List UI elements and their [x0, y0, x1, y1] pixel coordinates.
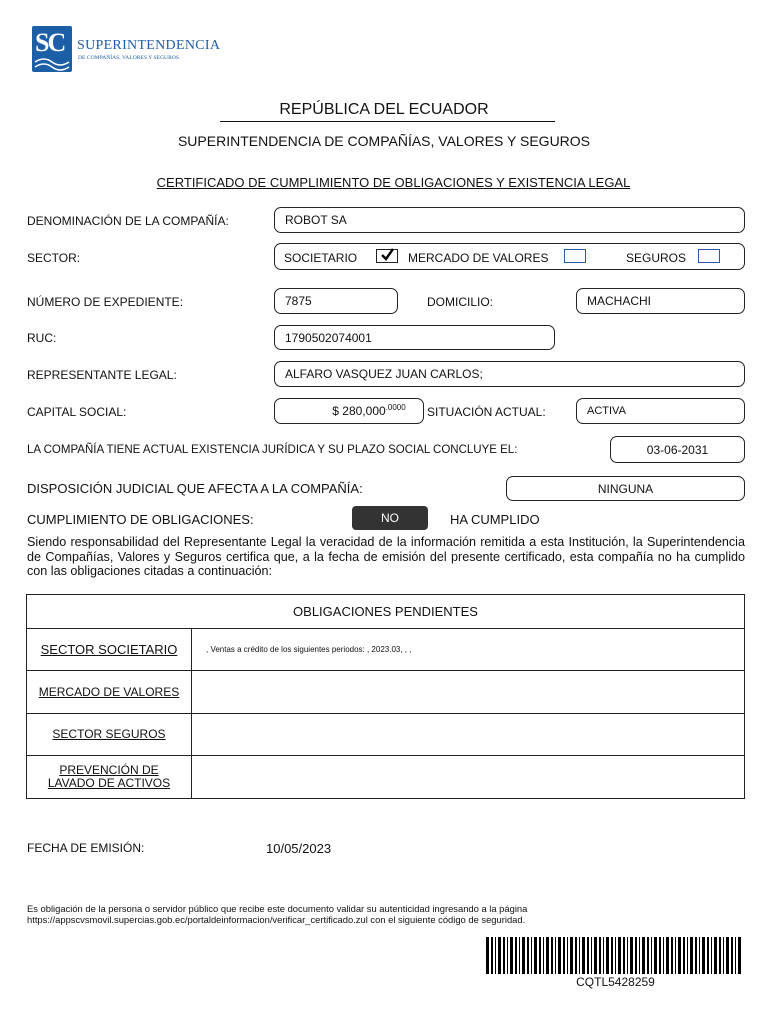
barcode-bar	[635, 937, 637, 974]
barcode-bar	[495, 937, 496, 974]
expediente-field: 7875	[274, 288, 398, 314]
capital-label: CAPITAL SOCIAL:	[27, 405, 127, 419]
sector-label: SECTOR:	[27, 251, 81, 265]
barcode-bar	[594, 937, 597, 974]
sector-mercado-label: MERCADO DE VALORES	[408, 251, 549, 265]
footer-note-line2: https://appscvsmovil.supercias.gob.ec/portaldeinformacion/verificar_certificado.zul con el siguiente código de seguridad.	[27, 914, 526, 925]
capital-field	[274, 398, 424, 424]
barcode-bar	[735, 937, 736, 974]
cumplimiento-suffix: HA CUMPLIDO	[450, 512, 540, 527]
capital-value: $ 280,000	[332, 404, 386, 418]
barcode	[486, 937, 745, 974]
table-row	[27, 671, 745, 714]
logo-initials: SC	[35, 28, 65, 57]
agency-title: SUPERINTENDENCIA DE COMPAÑÍAS, VALORES Y SEGUROS	[177, 133, 591, 149]
barcode-bar	[510, 937, 513, 974]
barcode-bar	[630, 937, 633, 974]
security-code: CQTL5428259	[576, 975, 655, 989]
barcode-bar	[486, 937, 489, 974]
obligaciones-table	[26, 594, 745, 799]
table-row	[27, 714, 745, 756]
sector-seguros-checkbox[interactable]	[698, 249, 720, 263]
barcode-bar	[519, 937, 520, 974]
disposicion-field: NINGUNA	[506, 476, 745, 501]
barcode-bar	[639, 937, 640, 974]
table-row	[27, 629, 745, 671]
barcode-bar	[582, 937, 585, 974]
barcode-bar	[683, 937, 685, 974]
barcode-bar	[738, 937, 741, 974]
barcode-bar	[551, 937, 553, 974]
barcode-bar	[731, 937, 733, 974]
sector-societario-label: SOCIETARIO	[284, 251, 358, 265]
barcode-bar	[651, 937, 652, 974]
barcode-bar	[627, 937, 628, 974]
barcode-bar	[671, 937, 673, 974]
company-field: ROBOT SA	[274, 207, 745, 233]
barcode-bar	[522, 937, 525, 974]
category-sector-seguros: SECTOR SEGUROS	[27, 714, 192, 756]
country-underline	[220, 121, 555, 122]
barcode-bar	[623, 937, 625, 974]
certificate-title: CERTIFICADO DE CUMPLIMIENTO DE OBLIGACIONES Y EXISTENCIA LEGAL	[156, 175, 631, 190]
barcode-bar	[543, 937, 544, 974]
barcode-bar	[678, 937, 681, 974]
detail-sector-societario: , Ventas a crédito de los siguientes periodos: , 2023.03, , ,	[192, 629, 745, 671]
barcode-bar	[659, 937, 661, 974]
barcode-bar	[575, 937, 577, 974]
barcode-bar	[534, 937, 537, 974]
representante-label: REPRESENTANTE LEGAL:	[27, 368, 177, 382]
barcode-bar	[563, 937, 565, 974]
barcode-bar	[702, 937, 705, 974]
barcode-bar	[723, 937, 724, 974]
logo-subtitle: DE COMPAÑÍAS, VALORES Y SEGUROS	[78, 55, 179, 61]
table-row	[27, 756, 745, 799]
barcode-bar	[714, 937, 717, 974]
barcode-bar	[699, 937, 700, 974]
barcode-bar	[491, 937, 493, 974]
category-sector-societario: SECTOR SOCIETARIO	[27, 629, 192, 671]
barcode-bar	[591, 937, 592, 974]
barcode-bar	[647, 937, 649, 974]
barcode-bar	[498, 937, 501, 974]
emision-label: FECHA DE EMISIÓN:	[27, 841, 145, 855]
sector-field	[274, 243, 745, 270]
situacion-label: SITUACIÓN ACTUAL:	[427, 405, 546, 419]
logo	[32, 26, 221, 74]
barcode-bar	[527, 937, 529, 974]
country-title: REPÚBLICA DEL ECUADOR	[279, 101, 489, 118]
domicilio-label: DOMICILIO:	[427, 295, 494, 309]
capital-decimals: .0000	[385, 402, 406, 412]
sector-mercado-checkbox[interactable]	[564, 249, 586, 263]
barcode-bar	[695, 937, 697, 974]
barcode-bar	[611, 937, 613, 974]
barcode-bar	[726, 937, 729, 974]
category-mercado-valores: MERCADO DE VALORES	[27, 671, 192, 714]
logo-title: SUPERINTENDENCIA	[77, 38, 221, 53]
detail-prevencion-lavado	[192, 756, 745, 799]
domicilio-field: MACHACHI	[576, 288, 745, 314]
barcode-bar	[507, 937, 508, 974]
barcode-bar	[711, 937, 712, 974]
barcode-bar	[579, 937, 580, 974]
existencia-field: 03-06-2031	[610, 436, 745, 463]
logo-emblem	[32, 26, 72, 72]
barcode-bar	[690, 937, 693, 974]
cumplimiento-badge: NO	[352, 506, 428, 530]
company-label: DENOMINACIÓN DE LA COMPAÑÍA:	[27, 214, 229, 228]
cumplimiento-label: CUMPLIMIENTO DE OBLIGACIONES:	[27, 512, 254, 527]
expediente-label: NÚMERO DE EXPEDIENTE:	[27, 295, 184, 309]
barcode-bar	[567, 937, 568, 974]
barcode-bar	[654, 937, 657, 974]
detail-mercado-valores	[192, 671, 745, 714]
barcode-bar	[555, 937, 556, 974]
barcode-bar	[599, 937, 601, 974]
ruc-field: 1790502074001	[274, 325, 555, 350]
representante-field: ALFARO VASQUEZ JUAN CARLOS;	[274, 361, 745, 387]
barcode-bar	[546, 937, 549, 974]
ruc-label: RUC:	[27, 331, 57, 345]
sector-seguros-label: SEGUROS	[626, 251, 687, 265]
existencia-label: LA COMPAÑÍA TIENE ACTUAL EXISTENCIA JURÍDICA Y SU PLAZO SOCIAL CONCLUYE EL:	[27, 444, 518, 456]
barcode-bar	[558, 937, 561, 974]
sector-societario-checkbox[interactable]	[376, 249, 398, 263]
barcode-bar	[666, 937, 669, 974]
barcode-bar	[603, 937, 604, 974]
emision-value: 10/05/2023	[266, 841, 332, 856]
detail-sector-seguros	[192, 714, 745, 756]
barcode-bar	[687, 937, 688, 974]
disposicion-label: DISPOSICIÓN JUDICIAL QUE AFECTA A LA COMPAÑÍA:	[27, 481, 363, 496]
barcode-bar	[618, 937, 621, 974]
barcode-bar	[539, 937, 541, 974]
barcode-bar	[663, 937, 664, 974]
footer-note-line1: Es obligación de la persona o servidor público que recibe este documento validar su autenticidad ingresando a la página	[27, 903, 528, 914]
situacion-field: ACTIVA	[576, 398, 745, 424]
barcode-bar	[719, 937, 721, 974]
certification-paragraph: Siendo responsabilidad del Representante Legal la veracidad de la información remitida a esta Institución, la Superintendencia de Compañías, Valores y Seguros certifica que, a la fecha de emisión del presente certificado, esta compañía no ha cumplido con las obligaciones citadas a continuación:	[27, 535, 745, 579]
barcode-bar	[570, 937, 573, 974]
barcode-bar	[606, 937, 609, 974]
barcode-bar	[587, 937, 589, 974]
barcode-bar	[707, 937, 709, 974]
barcode-bar	[515, 937, 517, 974]
barcode-bar	[531, 937, 532, 974]
category-prevencion-lavado: PREVENCIÓN DE LAVADO DE ACTIVOS	[27, 756, 192, 799]
barcode-bar	[642, 937, 645, 974]
barcode-bar	[675, 937, 676, 974]
barcode-bar	[615, 937, 616, 974]
obligaciones-header: OBLIGACIONES PENDIENTES	[27, 595, 745, 629]
barcode-bar	[503, 937, 505, 974]
